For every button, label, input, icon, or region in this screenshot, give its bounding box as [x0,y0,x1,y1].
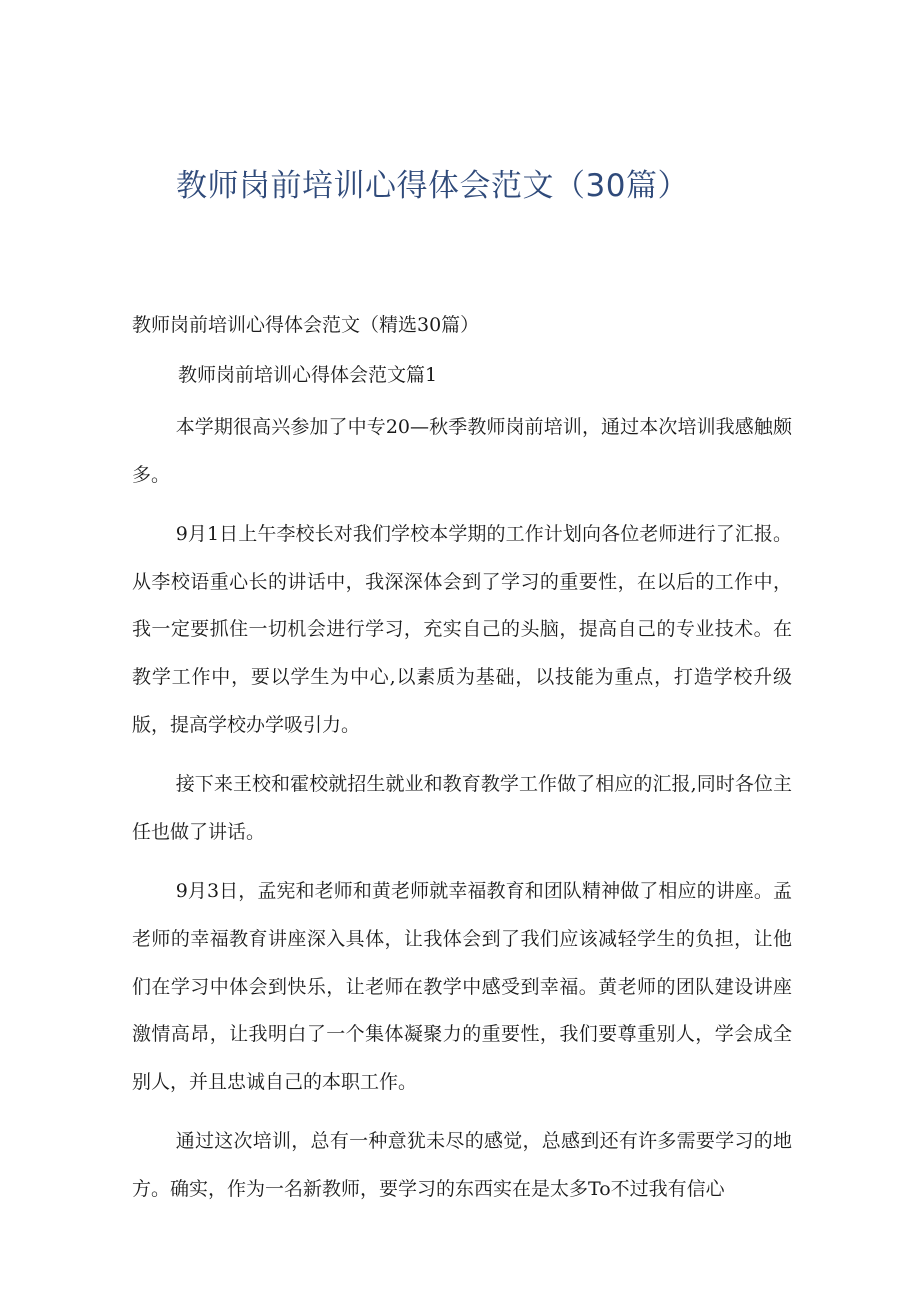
paragraph-3: 接下来王校和霍校就招生就业和教育教学工作做了相应的汇报,同时各位主任也做了讲话。 [132,773,792,843]
document-title: 教师岗前培训心得体会范文（30篇） [176,168,689,204]
paragraph-4: 9月3日，孟宪和老师和黄老师就幸福教育和团队精神做了相应的讲座。孟老师的幸福教育讲座深入具体，让我体会到了我们应该减轻学生的负担，让他们在学习中体会到快乐，让老师在教学中感受到幸福。黄老师的团队建设讲座激情高昂，让我明白了一个集体凝聚力的重要性，我们要尊重别人，学会成全别人，并且忠诚自己的本职工作。 [132,880,792,1093]
document-subtitle: 教师岗前培训心得体会范文（精选30篇） [132,314,480,336]
paragraph-2: 9月1日上午李校长对我们学校本学期的工作计划向各位老师进行了汇报。从李校语重心长的讲话中，我深深体会到了学习的重要性，在以后的工作中，我一定要抓住一切机会进行学习，充实自己的头脑，提高自己的专业技术。在教学工作中，要以学生为中心,以素质为基础，以技能为重点，打造学校升级版，提高学校办学吸引力。 [132,523,792,736]
section-heading: 教师岗前培训心得体会范文篇1 [178,364,438,386]
paragraph-1: 本学期很高兴参加了中专20—秋季教师岗前培训，通过本次培训我感触颇多。 [132,416,792,486]
document-body [132,308,792,1214]
paragraph-5: 通过这次培训，总有一种意犹未尽的感觉，总感到还有许多需要学习的地方。确实，作为一名新教师，要学习的东西实在是太多To不过我有信心 [132,1130,792,1200]
